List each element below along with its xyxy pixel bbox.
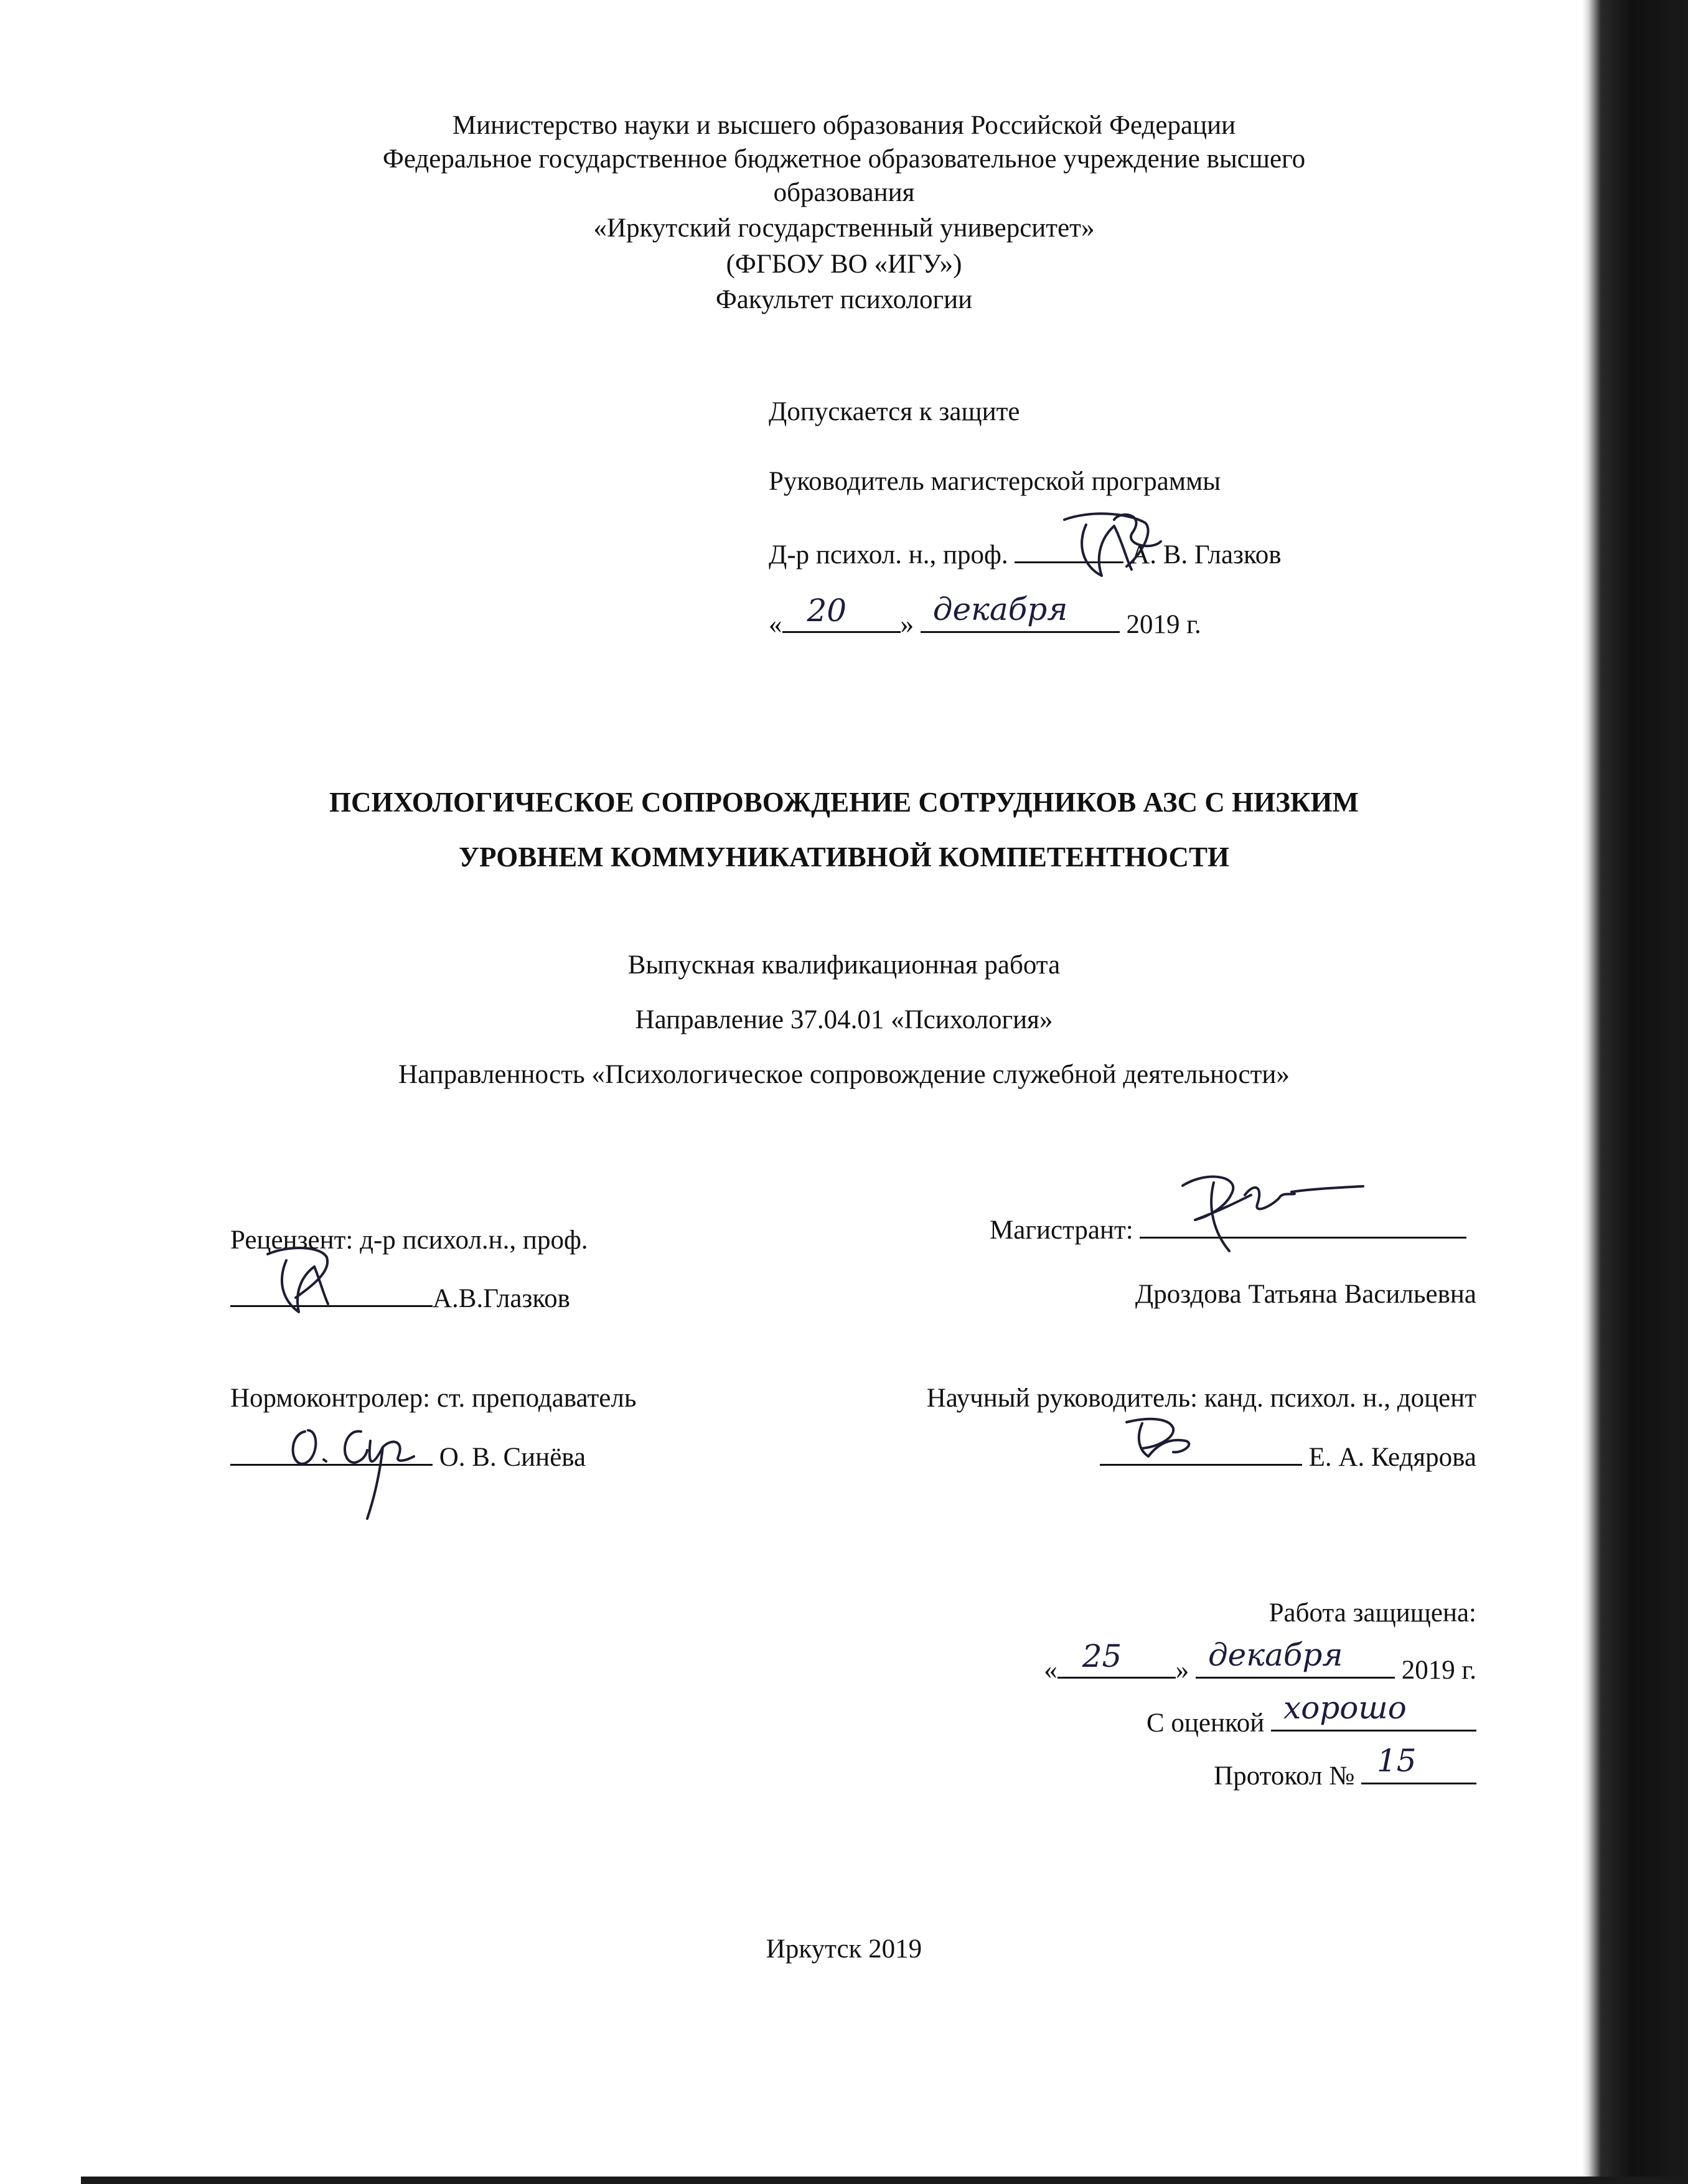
supervisor-role: Научный руководитель: канд. психол. н., доцент [926, 1384, 1476, 1413]
student-line: Магистрант: [990, 1209, 1466, 1247]
normcontrol-line: О. В. Синёва [230, 1436, 586, 1474]
program-head-name: А. В. Глазков [1130, 540, 1282, 569]
program-head-role: Руководитель магистерской программы [769, 467, 1221, 496]
scan-shadow-edge [1582, 0, 1688, 2184]
student-name: Дроздова Татьяна Васильевна [1135, 1280, 1476, 1309]
faculty-name: Факультет психологии [715, 285, 973, 314]
supervisor-signature [1114, 1410, 1207, 1466]
work-defended: Работа защищена: [1268, 1598, 1476, 1628]
reviewer-role: Рецензент: д-р психол.н., проф. [230, 1226, 588, 1255]
supervisor-line: Е. А. Кедярова [1100, 1436, 1476, 1474]
defense-month-field: декабря [1196, 1649, 1395, 1679]
program-head-line [769, 534, 1282, 572]
scan-shadow-bottom [81, 2177, 1688, 2184]
work-direction: Направление 37.04.01 «Психология» [635, 1005, 1053, 1034]
program-head-signature [1052, 507, 1170, 582]
work-type: Выпускная квалификационная работа [627, 950, 1061, 980]
normcontrol-role: Нормоконтролер: ст. преподаватель [230, 1384, 637, 1413]
grade-field: хорошо [1271, 1702, 1476, 1732]
city-year: Иркутск 2019 [766, 1934, 922, 1964]
protocol-line: Протокол № 15 [1214, 1755, 1476, 1793]
university-name: «Иркутский государственный университет» [593, 213, 1095, 243]
admitted-to-defense: Допускается к защите [769, 397, 1020, 426]
approval-day-field: 20 [782, 604, 901, 633]
reviewer-signature [258, 1239, 345, 1319]
thesis-title-line-2: УРОВНЕМ КОММУНИКАТИВНОЙ КОМПЕТЕНТНОСТИ [458, 841, 1230, 873]
grade-line: С оценкой хорошо [1146, 1702, 1476, 1740]
reviewer-line: А.В.Глазков [230, 1278, 570, 1316]
student-signature [1170, 1158, 1369, 1257]
work-focus: Направленность «Психологическое сопровождение служебной деятельности» [398, 1060, 1290, 1089]
institution-line-2: образования [773, 178, 915, 207]
protocol-field: 15 [1361, 1755, 1476, 1784]
university-abbreviation: (ФГБОУ ВО «ИГУ») [726, 250, 962, 279]
defense-date-line: « 25 » декабря 2019 г. [1044, 1637, 1476, 1685]
ministry-line: Министерство науки и высшего образования Российской Федерации [452, 111, 1236, 140]
institution-line-1: Федеральное государственное бюджетное образовательное учреждение высшего [382, 144, 1306, 174]
defense-day-field: 25 [1057, 1649, 1176, 1679]
normcontrol-signature [280, 1413, 436, 1525]
approval-month-field: декабря [921, 604, 1120, 633]
program-head-title: Д-р психол. н., проф. [769, 540, 1008, 569]
approval-date-line: « 20 » декабря 2019 г. [769, 591, 1201, 639]
thesis-title-line-1: ПСИХОЛОГИЧЕСКОЕ СОПРОВОЖДЕНИЕ СОТРУДНИКОВ АЗС С НИЗКИМ [329, 787, 1359, 818]
